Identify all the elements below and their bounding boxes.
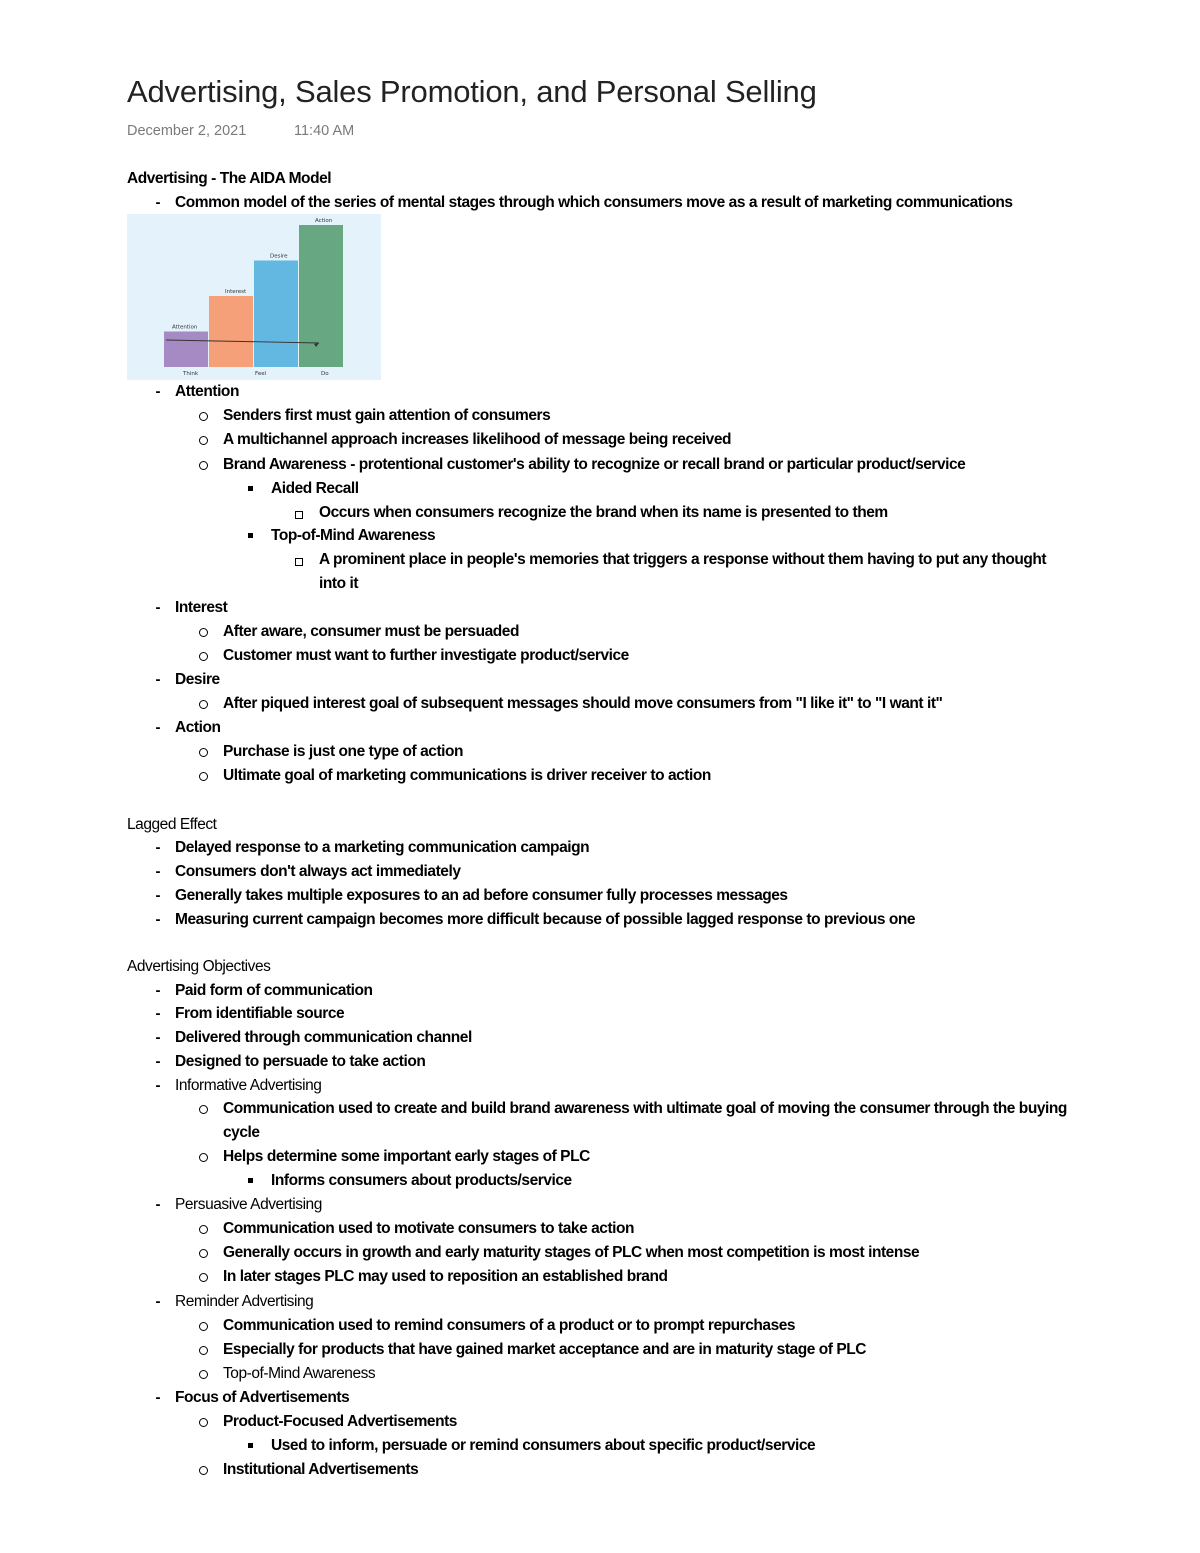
outline-item: Especially for products that have gained market acceptance and are in maturity stage of PLC (223, 1341, 866, 1358)
dash-bullet-icon: - (155, 1293, 161, 1310)
outline-item: Ultimate goal of marketing communications is driver receiver to action (223, 767, 711, 784)
bar-action (299, 225, 343, 367)
dash-bullet-icon: - (155, 839, 161, 856)
outline-item: Top-of-Mind Awareness (271, 527, 436, 544)
dash-bullet-icon: - (155, 1196, 161, 1213)
bar-label: Desire (270, 253, 288, 260)
section-heading: Advertising - The AIDA Model (127, 170, 332, 187)
outline-item: After piqued interest goal of subsequent messages should move consumers from "I like it" to "I want it" (223, 695, 943, 712)
outline-item: Persuasive Advertising (175, 1196, 322, 1213)
outline-item: into it (319, 575, 359, 592)
x-group-label: Do (321, 371, 329, 377)
dash-bullet-icon: - (155, 982, 161, 999)
dash-bullet-icon: - (155, 194, 161, 211)
outline-item: Occurs when consumers recognize the brand when its name is presented to them (319, 504, 888, 521)
dash-bullet-icon: - (155, 1005, 161, 1022)
outline-item: Communication used to motivate consumers to take action (223, 1220, 635, 1237)
outline-item: Informs consumers about products/service (271, 1172, 572, 1189)
outline-item: After aware, consumer must be persuaded (223, 623, 519, 640)
outline-item: Delayed response to a marketing communication campaign (175, 839, 590, 856)
dash-bullet-icon: - (155, 383, 161, 400)
bar-label: Interest (225, 289, 247, 295)
dash-bullet-icon: - (155, 599, 161, 616)
section-heading: Lagged Effect (127, 816, 217, 833)
outline-item: Interest (175, 599, 228, 616)
outline-item: Generally takes multiple exposures to an ad before consumer fully processes messages (175, 887, 788, 904)
section-heading: Advertising Objectives (127, 958, 271, 975)
bar-label: Action (315, 218, 333, 224)
x-group-label: Feel (255, 371, 267, 377)
dash-bullet-icon: - (155, 863, 161, 880)
dash-bullet-icon: - (155, 1053, 161, 1070)
page-time: 11:40 AM (294, 123, 355, 139)
bar-interest (209, 296, 253, 367)
outline-item: A multichannel approach increases likelihood of message being received (223, 431, 732, 448)
outline-item: Reminder Advertising (175, 1293, 314, 1310)
outline-item: Attention (175, 383, 239, 400)
outline-item: Used to inform, persuade or remind consumers about specific product/service (271, 1437, 816, 1454)
aida-model-chart (127, 214, 381, 380)
x-group-label: Think (183, 371, 199, 377)
outline-item: Informative Advertising (175, 1077, 322, 1094)
dash-bullet-icon: - (155, 911, 161, 928)
dash-bullet-icon: - (155, 1029, 161, 1046)
outline-item: Action (175, 719, 221, 736)
dash-bullet-icon: - (155, 1389, 161, 1406)
outline-item: Communication used to create and build brand awareness with ultimate goal of moving the consumer through the buying (223, 1100, 1067, 1117)
page-title: Advertising, Sales Promotion, and Personal Selling (127, 74, 817, 109)
outline-item: A prominent place in people's memories that triggers a response without them having to put any thought (319, 551, 1047, 568)
outline-item: Helps determine some important early stages of PLC (223, 1148, 590, 1165)
outline-item: Top-of-Mind Awareness (223, 1365, 376, 1382)
outline-item: Product-Focused Advertisements (223, 1413, 457, 1430)
outline-item: From identifiable source (175, 1005, 345, 1022)
outline-item: Senders first must gain attention of consumers (223, 407, 551, 424)
outline-item: cycle (223, 1124, 260, 1141)
dash-bullet-icon: - (155, 719, 161, 736)
outline-item: Purchase is just one type of action (223, 743, 464, 760)
outline-item: Common model of the series of mental stages through which consumers move as a result of marketing communications (175, 194, 1013, 211)
page-date: December 2, 2021 (127, 123, 247, 139)
outline-item: Institutional Advertisements (223, 1461, 419, 1478)
outline-item: Generally occurs in growth and early maturity stages of PLC when most competition is most intense (223, 1244, 920, 1261)
outline-item: Measuring current campaign becomes more difficult because of possible lagged response to previous one (175, 911, 916, 928)
outline-item: Customer must want to further investigate product/service (223, 647, 629, 664)
outline-item: Focus of Advertisements (175, 1389, 350, 1406)
outline-item: Desire (175, 671, 220, 688)
dash-bullet-icon: - (155, 887, 161, 904)
outline-item: Delivered through communication channel (175, 1029, 472, 1046)
outline-item: Consumers don't always act immediately (175, 863, 461, 880)
outline-item: Paid form of communication (175, 982, 373, 999)
outline-item: Communication used to remind consumers of a product or to prompt repurchases (223, 1317, 796, 1334)
bar-label: Attention (172, 324, 198, 331)
outline-item: In later stages PLC may used to reposition an established brand (223, 1268, 668, 1285)
outline-item: Designed to persuade to take action (175, 1053, 426, 1070)
bar-attention (164, 332, 208, 368)
bar-desire (254, 261, 298, 368)
outline-item: Aided Recall (271, 480, 359, 497)
dash-bullet-icon: - (155, 671, 161, 688)
dash-bullet-icon: - (155, 1077, 161, 1094)
outline-item: Brand Awareness - protentional customer's ability to recognize or recall brand or particular product/service (223, 456, 966, 473)
